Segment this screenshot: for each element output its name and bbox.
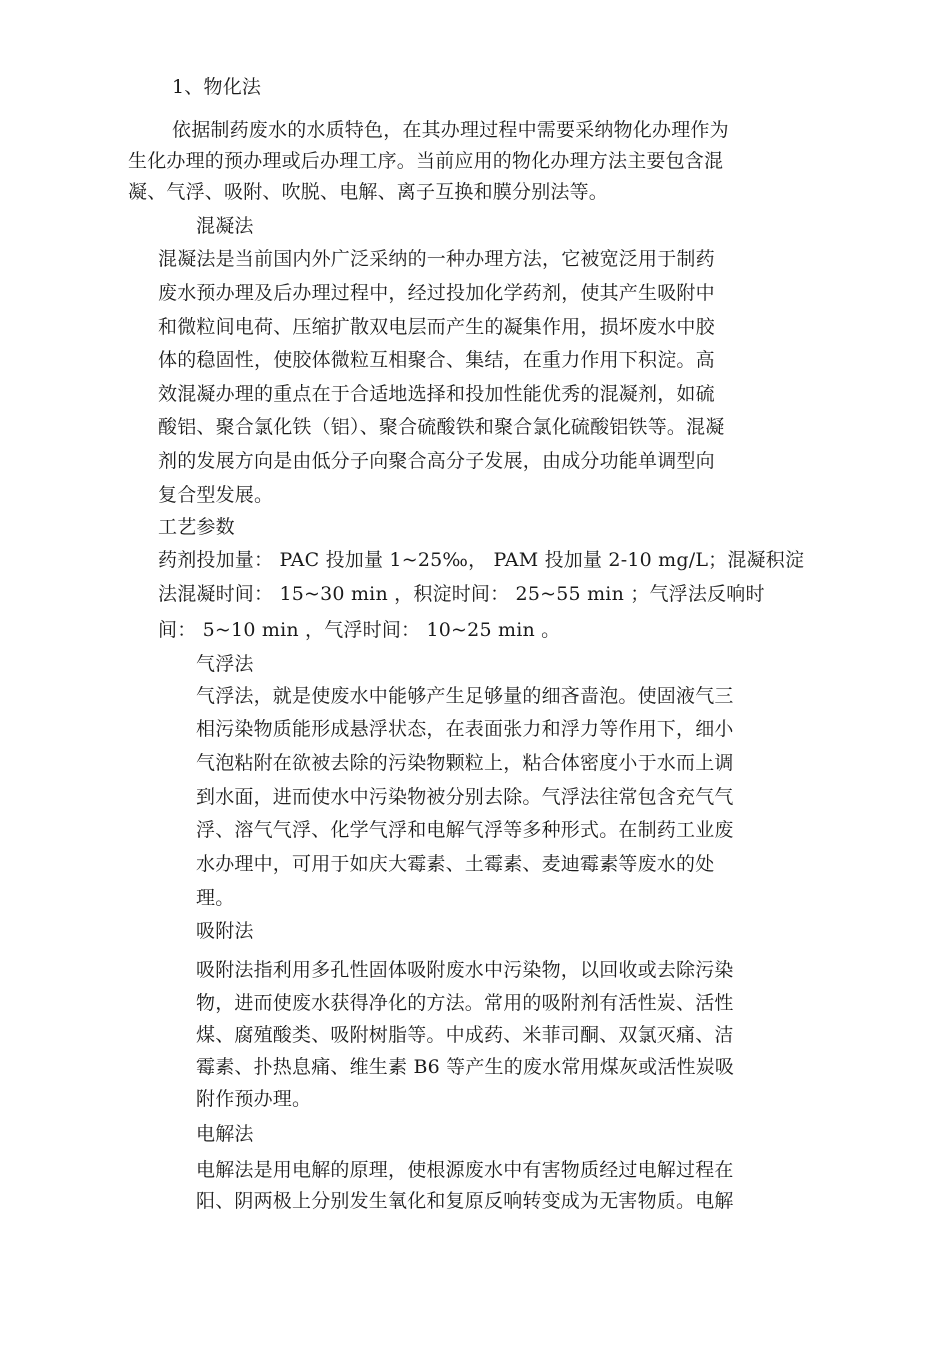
electrolysis-heading: 电解法 — [196, 1123, 254, 1145]
flotation-line: 气浮法，就是使废水中能够产生足够量的细吝啬泡。使固液气三 — [196, 685, 734, 707]
flotation-line: 浮、溶气气浮、化学气浮和电解气浮等多种形式。在制药工业废 — [196, 819, 734, 841]
flotation-line: 气泡粘附在欲被去除的污染物颗粒上，粘合体密度小于水而上调 — [196, 752, 734, 774]
adsorption-line: 霉素、扑热息痛、维生素 B6 等产生的废水常用煤灰或活性炭吸 — [196, 1056, 735, 1078]
section-title: 1、物化法 — [172, 76, 262, 98]
adsorption-line: 吸附法指利用多孔性固体吸附废水中污染物，以回收或去除污染 — [196, 959, 734, 981]
coagulation-line: 酸铝、聚合氯化铁（铝）、聚合硫酸铁和聚合氯化硫酸铝铁等。混凝 — [158, 416, 725, 438]
adsorption-heading: 吸附法 — [196, 920, 254, 942]
coagulation-line: 混凝法是当前国内外广泛采纳的一种办理方法，它被宽泛用于制药 — [158, 248, 715, 270]
electrolysis-line: 阳、阴两极上分别发生氧化和复原反响转变成为无害物质。电解 — [196, 1190, 734, 1212]
coagulation-line: 和微粒间电荷、压缩扩散双电层而产生的凝集作用，损坏废水中胶 — [158, 316, 715, 338]
intro-line: 凝、气浮、吸附、吹脱、电解、离子互换和膜分别法等。 — [128, 181, 609, 203]
coagulation-line: 复合型发展。 — [158, 484, 274, 506]
flotation-line: 到水面，进而使水中污染物被分别去除。气浮法往常包含充气气 — [196, 786, 734, 808]
adsorption-line: 物，进而使废水获得净化的方法。常用的吸附剂有活性炭、活性 — [196, 992, 734, 1014]
flotation-heading: 气浮法 — [196, 653, 254, 675]
coagulation-line: 废水预办理及后办理过程中，经过投加化学药剂，使其产生吸附中 — [158, 282, 715, 304]
flotation-line: 相污染物质能形成悬浮状态，在表面张力和浮力等作用下，细小 — [196, 718, 734, 740]
coagulation-line: 效混凝办理的重点在于合适地选择和投加性能优秀的混凝剂，如硫 — [158, 383, 715, 405]
params-heading: 工艺参数 — [158, 516, 235, 538]
params-line: 法混凝时间： 15~30 min ，积淀时间： 25~55 min ；气浮法反响时 — [158, 583, 765, 605]
coagulation-line: 剂的发展方向是由低分子向聚合高分子发展，由成分功能单调型向 — [158, 450, 715, 472]
intro-line: 生化办理的预办理或后办理工序。当前应用的物化办理方法主要包含混 — [128, 150, 724, 172]
intro-line: 依据制药废水的水质特色，在其办理过程中需要采纳物化办理作为 — [172, 119, 729, 141]
adsorption-line: 附作预办理。 — [196, 1088, 312, 1110]
electrolysis-line: 电解法是用电解的原理，使根源废水中有害物质经过电解过程在 — [196, 1159, 734, 1181]
flotation-line: 理。 — [196, 887, 235, 909]
coagulation-heading: 混凝法 — [196, 215, 254, 237]
params-line: 间： 5~10 min ，气浮时间： 10~25 min 。 — [158, 619, 561, 641]
params-line: 药剂投加量： PAC 投加量 1~25‰， PAM 投加量 2-10 mg/L；混凝积淀 — [158, 549, 805, 571]
flotation-line: 水办理中，可用于如庆大霉素、土霉素、麦迪霉素等废水的处 — [196, 853, 715, 875]
coagulation-line: 体的稳固性，使胶体微粒互相聚合、集结，在重力作用下积淀。高 — [158, 349, 715, 371]
adsorption-line: 煤、腐殖酸类、吸附树脂等。中成药、米菲司酮、双氯灭痛、洁 — [196, 1024, 734, 1046]
